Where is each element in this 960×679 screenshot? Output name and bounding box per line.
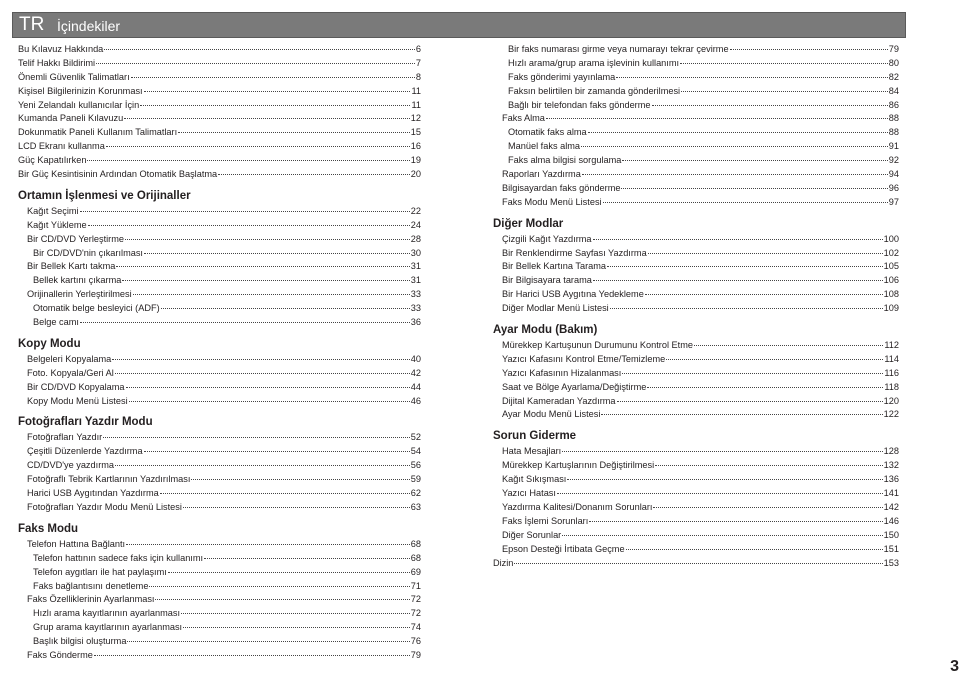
toc-entry-page: 132: [883, 460, 899, 471]
toc-entry-title: Bir Bilgisayara tarama: [502, 275, 592, 286]
toc-entry[interactable]: [18, 395, 421, 409]
toc-entry-title: Raporları Yazdırma: [502, 169, 581, 180]
toc-entry[interactable]: [493, 274, 899, 288]
toc-entry[interactable]: [493, 182, 899, 196]
dot-leader: [647, 387, 883, 388]
toc-entry-title: Faks Özelliklerinin Ayarlanması: [27, 594, 155, 605]
toc-entry[interactable]: [493, 408, 899, 422]
toc-entry-title: Telefon aygıtları ile hat paylaşımı: [33, 566, 167, 577]
toc-entry-title: Bu Kılavuz Hakkında: [18, 44, 104, 54]
toc-entry-page: 114: [884, 353, 899, 364]
dot-leader: [588, 132, 888, 133]
toc-entry-page: 42: [410, 367, 421, 378]
toc-entry-page: 52: [410, 432, 421, 443]
dot-leader: [126, 387, 410, 388]
dot-leader: [122, 280, 409, 281]
dot-leader: [144, 91, 411, 92]
toc-entry-page: 82: [888, 71, 899, 82]
toc-entry-page: 88: [888, 127, 899, 138]
toc-entry-title: Faks alma bilgisi sorgulama: [508, 155, 622, 166]
dot-leader: [616, 77, 888, 78]
toc-entry[interactable]: [18, 260, 421, 274]
toc-entry-title: Telefon hattının sadece faks için kullanımı: [33, 552, 204, 563]
dot-leader: [607, 266, 883, 267]
toc-entry[interactable]: [493, 353, 899, 367]
toc-entry-title: Bir CD/DVD Yerleştirme: [27, 233, 125, 244]
toc-entry-title: Bir Bellek Kartı takma: [27, 261, 116, 272]
dot-leader: [562, 451, 882, 452]
toc-entry-title: Çizgili Kağıt Yazdırma: [502, 233, 592, 244]
dot-leader: [603, 202, 888, 203]
dot-leader: [653, 507, 882, 508]
toc-entry-page: 31: [410, 261, 421, 272]
toc-entry[interactable]: [18, 607, 421, 621]
toc-left-column: [18, 43, 421, 663]
toc-entry[interactable]: [18, 112, 421, 126]
toc-entry-title: Hızlı arama/grup arama işlevinin kullanımı: [508, 57, 680, 68]
dot-leader: [181, 613, 410, 614]
toc-entry-page: 151: [883, 543, 899, 554]
toc-entry-page: 100: [883, 233, 899, 244]
toc-entry[interactable]: [493, 260, 899, 274]
toc-entry-title: Bağlı bir telefondan faks gönderme: [508, 99, 651, 110]
dot-leader: [622, 373, 883, 374]
toc-entry[interactable]: [18, 487, 421, 501]
dot-leader: [652, 105, 888, 106]
dot-leader: [116, 266, 409, 267]
toc-entry-title: Faks gönderimi yayınlama: [508, 71, 616, 82]
toc-entry[interactable]: [493, 140, 899, 154]
toc-entry[interactable]: [493, 43, 899, 57]
toc-entry-page: 94: [888, 169, 899, 180]
toc-entry-title: Faks Alma: [502, 113, 545, 124]
dot-leader: [80, 322, 410, 323]
page-title: İçindekiler: [57, 18, 121, 34]
toc-entry-page: 79: [410, 649, 421, 660]
page-number: 3: [950, 658, 959, 675]
toc-section-heading: Faks Modu: [18, 522, 79, 535]
toc-entry-title: Manüel faks alma: [508, 141, 581, 152]
toc-entry-title: Mürekkep Kartuşlarının Değiştirilmesi: [502, 460, 655, 471]
dot-leader: [106, 146, 410, 147]
toc-entry[interactable]: [493, 501, 899, 515]
toc-entry-page: 59: [410, 474, 421, 485]
toc-entry-page: 31: [410, 275, 421, 286]
toc-entry[interactable]: [18, 302, 421, 316]
toc-entry-page: 116: [884, 367, 899, 378]
toc-entry-page: 33: [410, 303, 421, 314]
toc-entry-page: 146: [883, 515, 899, 526]
toc-entry-page: 106: [883, 275, 899, 286]
dot-leader: [680, 63, 888, 64]
toc-entry-page: 46: [410, 395, 421, 406]
dot-leader: [694, 345, 883, 346]
toc-entry-title: Bir Renklendirme Sayfası Yazdırma: [502, 247, 647, 258]
toc-entry[interactable]: [493, 302, 899, 316]
dot-leader: [730, 49, 888, 50]
toc-entry[interactable]: [18, 85, 421, 99]
toc-entry-title: Bir CD/DVD Kopyalama: [27, 381, 125, 392]
toc-entry-page: 71: [410, 580, 421, 591]
dot-leader: [144, 451, 410, 452]
toc-entry[interactable]: [18, 635, 421, 649]
toc-entry[interactable]: [493, 529, 899, 543]
dot-leader: [622, 160, 887, 161]
toc-entry-title: Epson Desteği İrtibata Geçme: [502, 543, 625, 554]
toc-entry[interactable]: [493, 367, 899, 381]
toc-entry-page: 102: [883, 247, 899, 258]
toc-entry[interactable]: [18, 538, 421, 552]
dot-leader: [115, 465, 410, 466]
toc-entry-page: 56: [410, 460, 421, 471]
toc-entry[interactable]: [493, 557, 899, 571]
toc-entry-title: Fotoğrafları Yazdır Modu Menü Listesi: [27, 501, 182, 512]
toc-entry[interactable]: [18, 621, 421, 635]
toc-entry-page: 112: [884, 340, 899, 351]
toc-entry[interactable]: [493, 459, 899, 473]
dot-leader: [626, 549, 883, 550]
toc-entry[interactable]: [18, 71, 421, 85]
toc-entry-title: LCD Ekranı kullanma: [18, 141, 105, 152]
dot-leader: [514, 563, 882, 564]
toc-section-heading: Kopy Modu: [18, 337, 81, 350]
toc-entry[interactable]: [18, 274, 421, 288]
toc-entry[interactable]: [493, 99, 899, 113]
toc-entry-title: Başlık bilgisi oluşturma: [33, 636, 127, 647]
dot-leader: [218, 174, 410, 175]
dot-leader: [149, 586, 409, 587]
toc-entry[interactable]: [18, 580, 421, 594]
toc-entry-title: CD/DVD'ye yazdırma: [27, 460, 115, 471]
toc-entry-page: 63: [410, 501, 421, 512]
dot-leader: [610, 308, 883, 309]
toc-entry-title: Yazıcı Kafasının Hizalanması: [502, 367, 622, 378]
dot-leader: [593, 280, 883, 281]
toc-entry-title: Belgeleri Kopyalama: [27, 353, 112, 364]
toc-entry-page: 153: [883, 557, 899, 568]
dot-leader: [617, 401, 883, 402]
toc-entry[interactable]: [18, 501, 421, 515]
dot-leader: [546, 118, 888, 119]
toc-entry[interactable]: [18, 219, 421, 233]
toc-entry-page: 30: [410, 247, 421, 258]
toc-entry-title: Bir CD/DVD'nin çıkarılması: [33, 247, 143, 258]
toc-entry-page: 44: [410, 381, 421, 392]
toc-entry[interactable]: [18, 288, 421, 302]
toc-entry-title: Kağıt Seçimi: [27, 205, 79, 216]
dot-leader: [204, 558, 410, 559]
toc-entry-title: Yazıcı Kafasını Kontrol Etme/Temizleme: [502, 353, 666, 364]
toc-entry-title: Grup arama kayıtlarının ayarlanması: [33, 622, 183, 633]
toc-entry[interactable]: [493, 288, 899, 302]
toc-entry-title: Hata Mesajları: [502, 446, 562, 457]
dot-leader: [129, 401, 410, 402]
toc-entry-title: Kağıt Yükleme: [27, 219, 87, 230]
dot-leader: [645, 294, 883, 295]
toc-entry-page: 88: [888, 113, 899, 124]
toc-entry-title: Bir Harici USB Aygıtına Yedekleme: [502, 289, 644, 300]
toc-entry-page: 109: [883, 303, 899, 314]
toc-entry[interactable]: [18, 126, 421, 140]
dot-leader: [621, 188, 887, 189]
toc-entry-page: 22: [410, 205, 421, 216]
toc-entry[interactable]: [18, 43, 421, 57]
toc-entry-page: 108: [883, 289, 899, 300]
toc-entry[interactable]: [493, 154, 899, 168]
toc-entry-title: Harici USB Aygıtından Yazdırma: [27, 488, 159, 499]
toc-entry-page: 120: [883, 395, 899, 406]
toc-entry-page: 68: [410, 552, 421, 563]
toc-entry[interactable]: [18, 445, 421, 459]
toc-entry-title: Mürekkep Kartuşunun Durumunu Kontrol Etme: [502, 340, 693, 351]
toc-entry-page: 96: [888, 182, 899, 193]
toc-entry-title: Bilgisayardan faks gönderme: [502, 182, 621, 193]
dot-leader: [567, 479, 882, 480]
toc-entry-page: 11: [411, 85, 421, 96]
toc-entry[interactable]: [493, 395, 899, 409]
dot-leader: [593, 239, 883, 240]
toc-entry-title: Diğer Modlar Menü Listesi: [502, 303, 609, 314]
toc-entry-page: 74: [410, 622, 421, 633]
toc-entry[interactable]: [493, 515, 899, 529]
toc-entry[interactable]: [18, 353, 421, 367]
toc-entry[interactable]: [18, 99, 421, 113]
toc-entry[interactable]: [493, 445, 899, 459]
toc-entry-page: 36: [410, 317, 421, 328]
toc-entry[interactable]: [493, 196, 899, 210]
dot-leader: [191, 479, 409, 480]
toc-entry-page: 91: [888, 141, 899, 152]
toc-entry-title: Yazıcı Hatası: [502, 488, 556, 499]
toc-entry-page: 16: [410, 141, 421, 152]
toc-entry-page: 92: [888, 155, 899, 166]
toc-entry[interactable]: [493, 57, 899, 71]
toc-entry[interactable]: [18, 593, 421, 607]
toc-entry-title: Güç Kapatılırken: [18, 155, 87, 166]
toc-entry-page: 40: [410, 353, 421, 364]
toc-entry-page: 19: [410, 155, 421, 166]
toc-entry-title: Saat ve Bölge Ayarlama/Değiştirme: [502, 381, 647, 392]
toc-entry[interactable]: [18, 205, 421, 219]
toc-entry[interactable]: [493, 71, 899, 85]
toc-entry[interactable]: [18, 649, 421, 663]
toc-entry-title: Telefon Hattına Bağlantı: [27, 538, 126, 549]
toc-entry-page: 20: [410, 169, 421, 180]
toc-entry[interactable]: [18, 168, 421, 182]
toc-header-bar: [12, 12, 906, 38]
toc-entry-page: 28: [410, 233, 421, 244]
toc-entry-title: Faks bağlantısını denetleme: [33, 580, 149, 591]
toc-entry-title: Yeni Zelandalı kullanıcılar İçin: [18, 99, 140, 110]
toc-entry[interactable]: [18, 473, 421, 487]
dot-leader: [124, 118, 410, 119]
dot-leader: [126, 544, 410, 545]
toc-entry-title: Dizin: [493, 557, 514, 568]
dot-leader: [140, 105, 410, 106]
toc-entry-page: 79: [888, 44, 899, 54]
toc-entry-title: Bir faks numarası girme veya numarayı tekrar çevirme: [508, 44, 729, 54]
toc-entry-title: Yazdırma Kalitesi/Donanım Sorunları: [502, 501, 653, 512]
toc-entry[interactable]: [18, 247, 421, 261]
toc-section-heading: Ortamın İşlenmesi ve Orijinaller: [18, 189, 191, 202]
toc-entry[interactable]: [18, 552, 421, 566]
toc-entry-title: Faks Gönderme: [27, 649, 93, 660]
toc-entry-title: Faks İşlemi Sorunları: [502, 515, 589, 526]
toc-entry-page: 150: [883, 529, 899, 540]
toc-entry-page: 141: [883, 488, 899, 499]
toc-entry-title: Fotoğraflı Tebrik Kartlarının Yazdırılması: [27, 474, 191, 485]
toc-entry-title: Kağıt Sıkışması: [502, 474, 567, 485]
toc-entry-title: Kişisel Bilgilerinizin Korunması: [18, 85, 143, 96]
toc-entry[interactable]: [493, 112, 899, 126]
toc-entry-page: 7: [415, 57, 421, 68]
toc-entry-page: 69: [410, 566, 421, 577]
toc-entry-title: Bir Güç Kesintisinin Ardından Otomatik Başlatma: [18, 169, 218, 180]
dot-leader: [103, 437, 410, 438]
toc-entry-title: Kumanda Paneli Kılavuzu: [18, 113, 124, 124]
toc-entry-title: Dijital Kameradan Yazdırma: [502, 395, 616, 406]
toc-entry-title: Otomatik belge besleyici (ADF): [33, 303, 160, 314]
dot-leader: [681, 91, 888, 92]
toc-entry-title: Telif Hakkı Bildirimi: [18, 57, 96, 68]
dot-leader: [562, 535, 882, 536]
toc-entry[interactable]: [493, 473, 899, 487]
toc-entry[interactable]: [493, 233, 899, 247]
toc-entry-page: 72: [410, 608, 421, 619]
toc-entry-title: Belge camı: [33, 317, 79, 328]
dot-leader: [133, 294, 410, 295]
toc-entry[interactable]: [493, 381, 899, 395]
toc-entry[interactable]: [18, 381, 421, 395]
dot-leader: [88, 225, 410, 226]
dot-leader: [601, 414, 882, 415]
toc-section-heading: Diğer Modlar: [493, 217, 564, 230]
toc-entry-page: 86: [888, 99, 899, 110]
toc-entry[interactable]: [18, 154, 421, 168]
toc-entry-page: 118: [884, 381, 899, 392]
toc-entry-page: 84: [888, 85, 899, 96]
toc-entry-page: 12: [410, 113, 421, 124]
toc-entry-title: Orijinallerin Yerleştirilmesi: [27, 289, 132, 300]
dot-leader: [104, 49, 415, 50]
toc-entry-page: 136: [883, 474, 899, 485]
toc-entry[interactable]: [493, 487, 899, 501]
toc-entry-page: 68: [410, 538, 421, 549]
toc-entry[interactable]: [18, 566, 421, 580]
toc-entry-page: 105: [883, 261, 899, 272]
toc-entry-title: Foto. Kopyala/Geri Al: [27, 367, 114, 378]
toc-entry[interactable]: [493, 339, 899, 353]
toc-entry-title: Hızlı arama kayıtlarının ayarlanması: [33, 608, 181, 619]
toc-entry-page: 122: [883, 409, 899, 420]
toc-entry[interactable]: [493, 168, 899, 182]
toc-entry-page: 97: [888, 196, 899, 207]
dot-leader: [589, 521, 882, 522]
toc-entry-title: Önemli Güvenlik Talimatları: [18, 71, 130, 82]
toc-section-heading: Sorun Giderme: [493, 430, 577, 443]
toc-entry-title: Ayar Modu Menü Listesi: [502, 409, 601, 420]
dot-leader: [112, 359, 409, 360]
dot-leader: [582, 174, 888, 175]
toc-entry-page: 80: [888, 57, 899, 68]
toc-entry-page: 62: [410, 488, 421, 499]
toc-entry[interactable]: [18, 367, 421, 381]
dot-leader: [183, 627, 410, 628]
dot-leader: [183, 507, 410, 508]
toc-section-heading: Ayar Modu (Bakım): [493, 324, 598, 337]
dot-leader: [87, 160, 409, 161]
toc-entry[interactable]: [18, 316, 421, 330]
toc-entry[interactable]: [18, 459, 421, 473]
toc-entry-title: Otomatik faks alma: [508, 127, 587, 138]
toc-entry-page: 11: [411, 99, 421, 110]
toc-entry-page: 54: [410, 446, 421, 457]
language-code: TR: [19, 14, 45, 35]
toc-entry-title: Dokunmatik Paneli Kullanım Talimatları: [18, 127, 178, 138]
toc-entry-page: 142: [883, 501, 899, 512]
dot-leader: [161, 308, 410, 309]
toc-entry-title: Diğer Sorunlar: [502, 529, 562, 540]
dot-leader: [131, 77, 415, 78]
toc-entry-title: Bellek kartını çıkarma: [33, 275, 122, 286]
toc-entry-page: 15: [410, 127, 421, 138]
dot-leader: [168, 572, 410, 573]
toc-entry-page: 6: [415, 44, 421, 54]
toc-right-column: [493, 43, 899, 570]
toc-entry[interactable]: [18, 140, 421, 154]
toc-entry-title: Fotoğrafları Yazdır: [27, 432, 103, 443]
toc-entry-title: Çeşitli Düzenlerde Yazdırma: [27, 446, 143, 457]
toc-entry[interactable]: [493, 85, 899, 99]
dot-leader: [115, 373, 410, 374]
toc-entry-title: Bir Bellek Kartına Tarama: [502, 261, 606, 272]
toc-entry-page: 76: [410, 636, 421, 647]
toc-entry-page: 72: [410, 594, 421, 605]
toc-entry-page: 24: [410, 219, 421, 230]
toc-entry[interactable]: [18, 57, 421, 71]
dot-leader: [655, 465, 883, 466]
dot-leader: [178, 132, 410, 133]
dot-leader: [80, 211, 410, 212]
toc-entry-page: 8: [415, 71, 421, 82]
dot-leader: [557, 493, 883, 494]
toc-entry-title: Faks Modu Menü Listesi: [502, 196, 602, 207]
dot-leader: [666, 359, 883, 360]
dot-leader: [94, 655, 410, 656]
toc-section-heading: Fotoğrafları Yazdır Modu: [18, 416, 153, 429]
dot-leader: [125, 239, 410, 240]
toc-entry[interactable]: [493, 247, 899, 261]
toc-entry-title: Faksın belirtilen bir zamanda gönderilmesi: [508, 85, 681, 96]
dot-leader: [648, 253, 883, 254]
toc-entry-page: 128: [883, 446, 899, 457]
dot-leader: [581, 146, 888, 147]
toc-entry-page: 33: [410, 289, 421, 300]
dot-leader: [144, 253, 410, 254]
toc-entry[interactable]: [493, 543, 899, 557]
toc-entry[interactable]: [18, 431, 421, 445]
toc-entry-title: Kopy Modu Menü Listesi: [27, 395, 128, 406]
dot-leader: [127, 641, 409, 642]
dot-leader: [96, 63, 415, 64]
dot-leader: [160, 493, 410, 494]
toc-entry[interactable]: [493, 126, 899, 140]
dot-leader: [155, 599, 409, 600]
toc-entry[interactable]: [18, 233, 421, 247]
